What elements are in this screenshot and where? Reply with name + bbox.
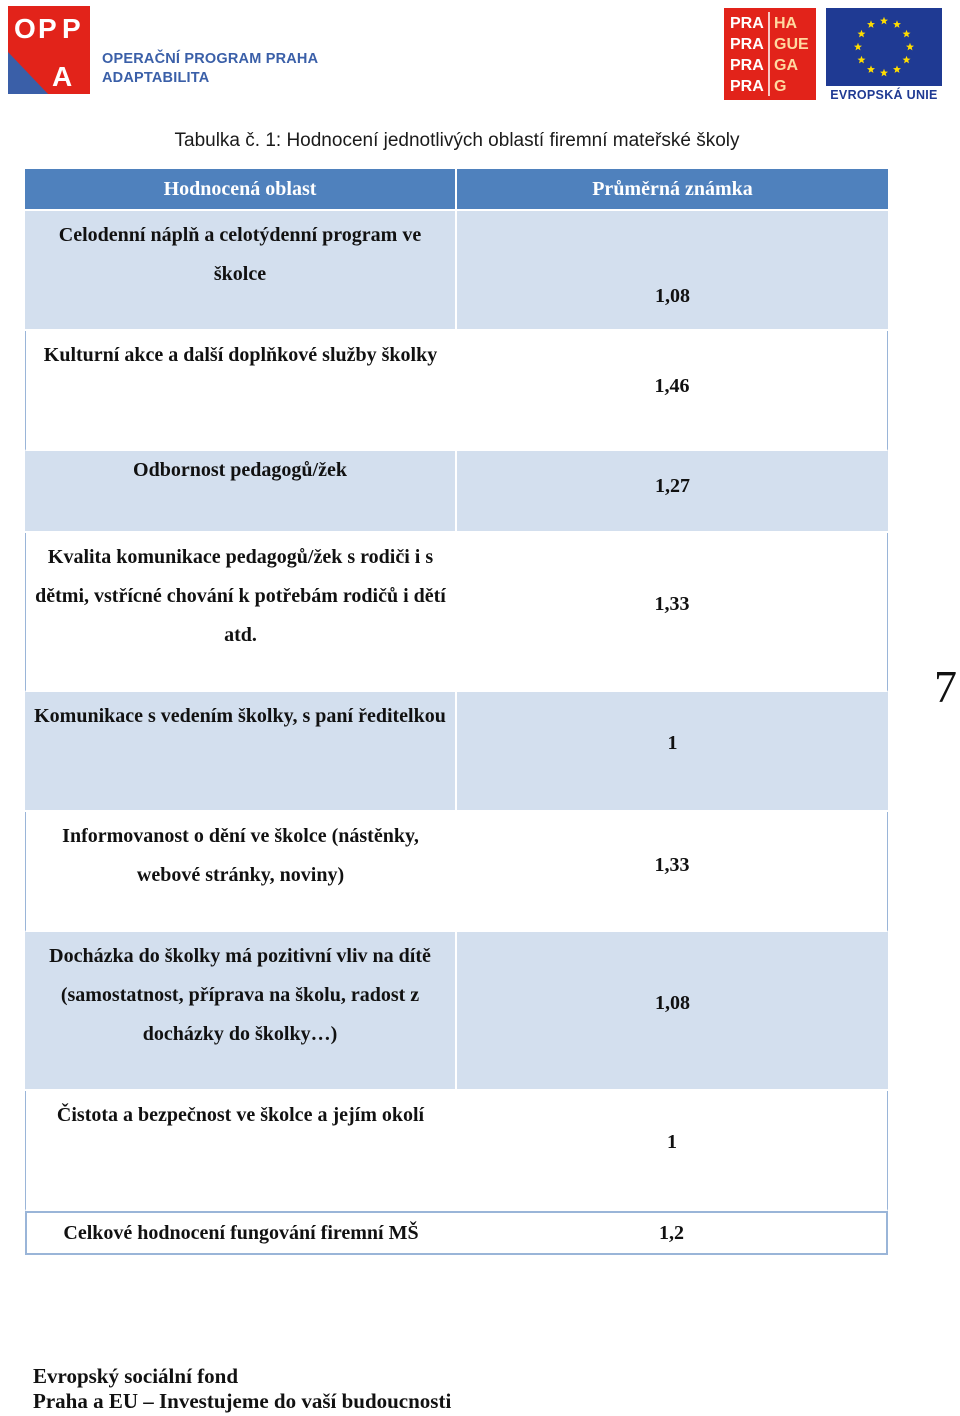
table-row (25, 451, 888, 533)
footer (33, 1364, 451, 1414)
row-label: Kvalita komunikace pedagogů/žek s rodiči i s dětmi, vstřícné chování k potřebám rodičů i dětí atd. (26, 533, 457, 690)
oppa-logo-mark (8, 6, 90, 94)
svg-text:GA: GA (774, 57, 798, 74)
row-value: 1,46 (654, 375, 690, 397)
svg-text:P: P (62, 13, 81, 44)
row-label: Odbornost pedagogů/žek (25, 451, 457, 531)
svg-text:PRA: PRA (730, 78, 764, 95)
svg-text:A: A (52, 61, 73, 92)
svg-text:PRA: PRA (730, 36, 764, 53)
table-total-row (25, 1211, 888, 1255)
total-value: 1,2 (659, 1222, 684, 1244)
svg-text:HA: HA (774, 15, 798, 32)
table-row (25, 211, 888, 331)
row-value: 1,33 (654, 593, 690, 615)
eu-logo-text: EVROPSKÁ UNIE (830, 88, 938, 102)
row-value: 1 (667, 1131, 677, 1153)
table-row (25, 331, 888, 451)
footer-line2: Praha a EU – Investujeme do vaší budoucnosti (33, 1389, 452, 1413)
eu-logo (824, 8, 944, 104)
table-row (25, 932, 888, 1091)
table-row (25, 533, 888, 692)
row-label: Kulturní akce a další doplňkové služby školky (26, 331, 457, 449)
oppa-text-line2: ADAPTABILITA (102, 70, 210, 86)
svg-text:GUE: GUE (774, 36, 809, 53)
page-number: 7 (934, 661, 957, 712)
row-label: Informovanost o dění ve školce (nástěnky, webové stránky, noviny) (26, 812, 457, 930)
svg-text:O: O (14, 13, 36, 44)
oppa-text-line1: OPERAČNÍ PROGRAM PRAHA (102, 51, 319, 67)
row-value: 1,08 (655, 992, 690, 1014)
footer-line1: Evropský sociální fond (33, 1364, 239, 1388)
svg-text:G: G (774, 78, 787, 95)
row-label: Docházka do školky má pozitivní vliv na dítě (samostatnost, příprava na školu, radost z docházky do školky…) (25, 932, 457, 1089)
svg-text:P: P (38, 13, 57, 44)
table-row (25, 812, 888, 932)
header-average: Průměrná známka (592, 177, 753, 200)
praha-logo (724, 8, 816, 100)
table-row (25, 692, 888, 812)
table-header-row (25, 169, 888, 211)
header-area: Hodnocená oblast (25, 169, 457, 209)
oppa-logo (8, 6, 328, 98)
svg-text:PRA: PRA (730, 15, 764, 32)
table-caption: Tabulka č. 1: Hodnocení jednotlivých oblastí firemní mateřské školy (174, 130, 740, 151)
ratings-table (25, 169, 888, 1255)
row-value: 1,27 (655, 475, 690, 497)
total-label: Celkové hodnocení fungování firemní MŠ (27, 1213, 457, 1253)
row-label: Čistota a bezpečnost ve školce a jejím okolí (26, 1091, 457, 1209)
eu-flag-icon (826, 8, 942, 86)
row-value: 1 (667, 732, 678, 754)
row-value: 1,08 (655, 285, 690, 307)
row-value: 1,33 (654, 854, 690, 876)
oppa-logo-text (102, 50, 318, 88)
table-row (25, 1091, 888, 1211)
svg-text:PRA: PRA (730, 57, 764, 74)
row-label: Komunikace s vedením školky, s paní ředitelkou (25, 692, 457, 810)
row-label: Celodenní náplň a celotýdenní program ve školce (25, 211, 457, 329)
